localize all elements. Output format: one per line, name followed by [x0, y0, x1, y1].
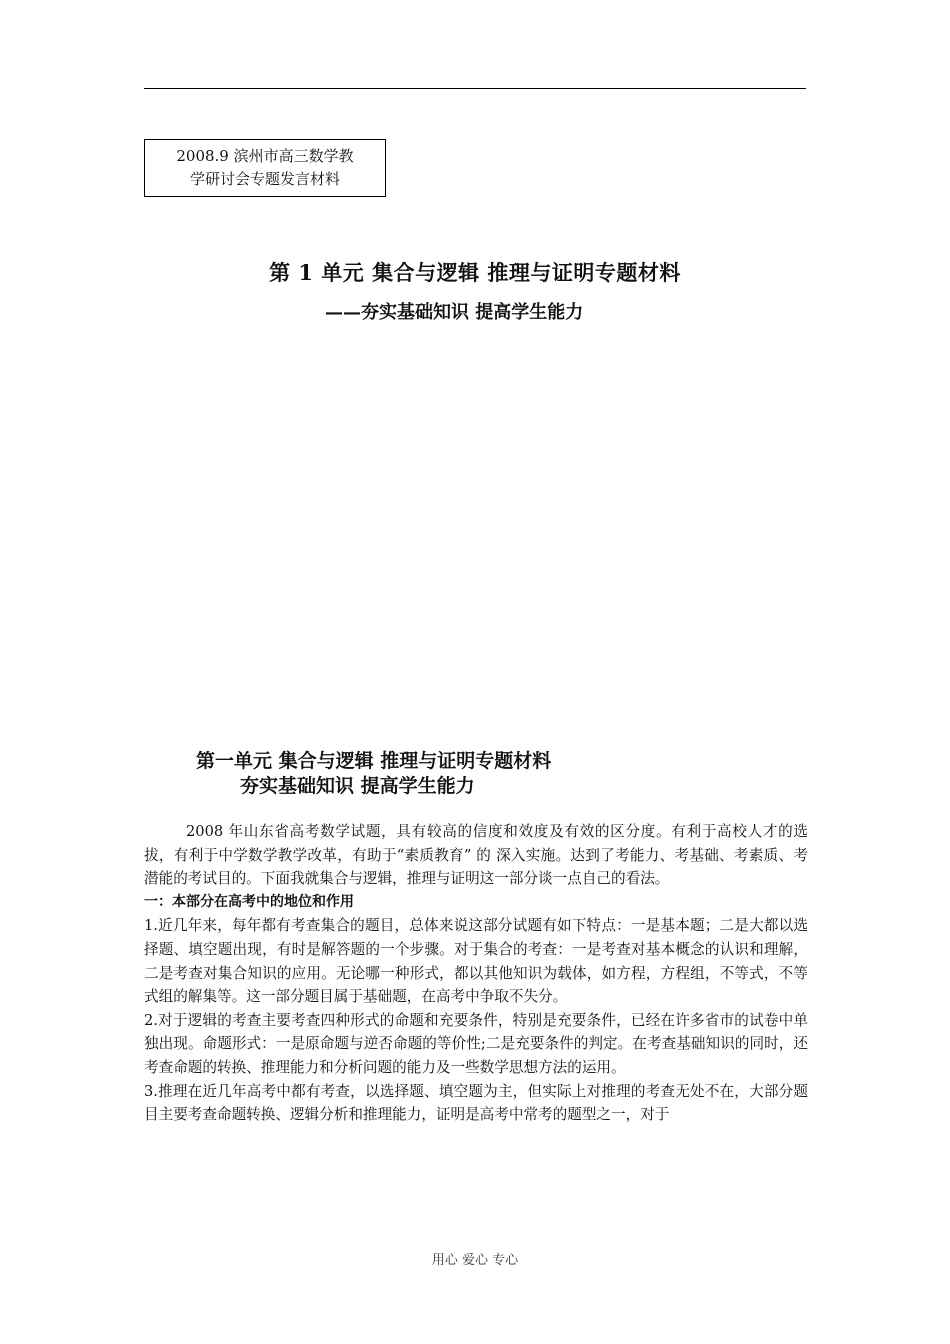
page-footer: 用心 爱心 专心 [431, 1253, 519, 1268]
paragraph-item-1: 1.近几年来，每年都有考查集合的题目，总体来说这部分试题有如下特点：一是基本题；二是大都以选择题、填空题出现，有时是解答题的一个步骤。对于集合的考查：一是考查对基本概念的认识和理解，二是考查对集合知识的应用。无论哪一种形式，都以其他知识为载体，如方程，方程组，不等式，不等式组的解集等。这一部分题目属于基础题，在高考中争取不失分。 [144, 917, 808, 1006]
paragraph-item-2: 2.对于逻辑的考查主要考查四种形式的命题和充要条件，特别是充要条件，已经在许多省市的试卷中单独出现。命题形式：一是原命题与逆否命题的等价性;二是充要条件的判定。在考查基础知识的同时，还考查命题的转换、推理能力和分析问题的能力及一些数学思想方法的运用。 [144, 1011, 808, 1076]
cover-title: 第 1 单元 集合与逻辑 推理与证明专题材料 [269, 260, 681, 285]
document-body [144, 820, 808, 1127]
intro-paragraph: 2008 年山东省高考数学试题，具有较高的信度和效度及有效的区分度。有利于高校人才的选拔，有利于中学数学教学改革，有助于“素质教育” 的 深入实施。达到了考能力、考基础、考素质、考潜能的考试目的。下面我就集合与逻辑，推理与证明这一部分谈一点自己的看法。 [144, 823, 808, 888]
boxed-note-line2: 学研讨会专题发言材料 [189, 170, 340, 188]
cover-subtitle: ——夯实基础知识 提高学生能力 [325, 302, 584, 323]
header-rule [144, 88, 806, 89]
section-subtitle: 夯实基础知识 提高学生能力 [240, 775, 475, 797]
boxed-note-line1: 2008.9 滨州市高三数学教 [176, 147, 354, 165]
section-title: 第一单元 集合与逻辑 推理与证明专题材料 [196, 750, 552, 772]
boxed-note [144, 139, 386, 197]
paragraph-item-3: 3.推理在近几年高考中都有考查，以选择题、填空题为主，但实际上对推理的考查无处不在，大部分题目主要考查命题转换、逻辑分析和推理能力，证明是高考中常考的题型之一，对于 [144, 1082, 808, 1124]
section-heading: 一：本部分在高考中的地位和作用 [144, 893, 354, 910]
